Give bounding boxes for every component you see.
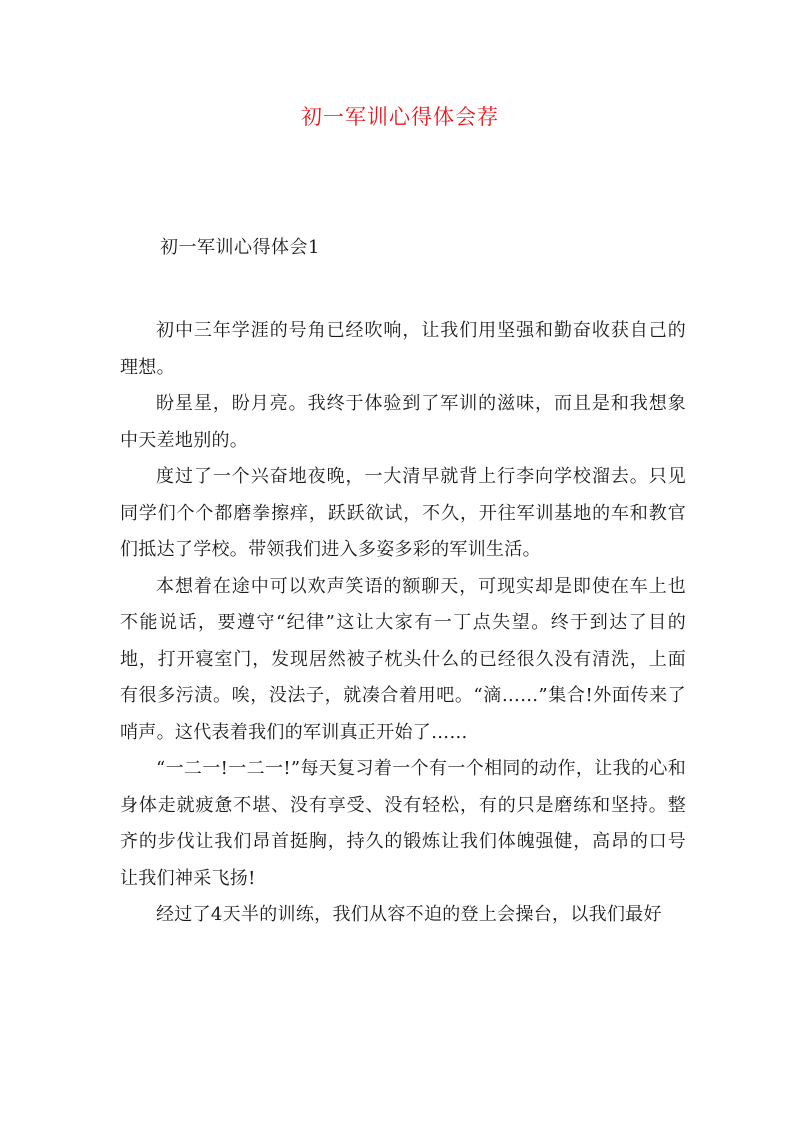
document-body [120,313,686,934]
paragraph: 初中三年学涯的号角已经吹响，让我们用坚强和勤奋收获自己的理想。 [120,320,686,378]
paragraph: 本想着在途中可以欢声笑语的额聊天，可现实却是即使在车上也不能说话，要遵守“纪律”这让大家有一丁点失望。终于到达了目的地，打开寝室门，发现居然被子枕头什么的已经很久没有清洗，上面有很多污渍。唉，没法子，就凑合着用吧。“滴……”集合!外面传来了哨声。这代表着我们的军训真正开始了…… [120,575,686,743]
document-title: 初一军训心得体会荐 [301,105,499,129]
paragraph: 盼星星，盼月亮。我终于体验到了军训的滋味，而且是和我想象中天差地别的。 [120,393,686,451]
paragraph: 经过了4天半的训练，我们从容不迫的登上会操台，以我们最好 [156,904,662,925]
section-heading: 初一军训心得体会1 [160,237,320,258]
paragraph: 度过了一个兴奋地夜晚，一大清早就背上行李向学校溜去。只见同学们个个都磨拳擦痒，跃跃欲试，不久，开往军训基地的车和教官们抵达了学校。带领我们进入多姿多彩的军训生活。 [120,466,686,560]
paragraph: “一二一!一二一!”每天复习着一个有一个相同的动作，让我的心和身体走就疲惫不堪、没有享受、没有轻松，有的只是磨练和坚持。整齐的步伐让我们昂首挺胸，持久的锻炼让我们体魄强健，高昂的口号让我们神采飞扬! [120,758,686,889]
